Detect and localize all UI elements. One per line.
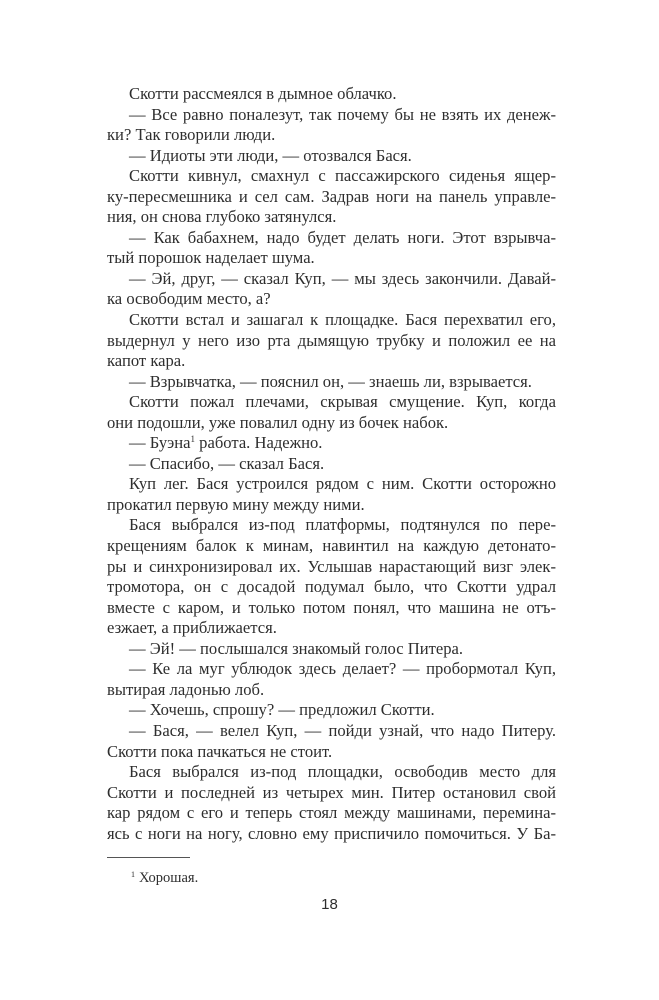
text-line: выдернул у него изо рта дымящую трубку и положил ее на xyxy=(107,330,556,350)
text-line: — Спасибо, — сказал Бася. xyxy=(129,453,325,473)
text-line: — Бася, — велел Куп, — пойди узнай, что надо Питеру. xyxy=(129,720,556,740)
text-line: капот кара. xyxy=(107,351,186,371)
text-line: езжает, а приближается. xyxy=(107,618,277,638)
text-line: — Эй, друг, — сказал Куп, — мы здесь закончили. Давай- xyxy=(129,268,556,288)
text-line: ры и синхронизировал их. Услышав нарастающий визг элек- xyxy=(107,556,556,576)
text-line: Скотти и последней из четырех мин. Питер остановил свой xyxy=(107,782,556,802)
text-line: ка освободим место, а? xyxy=(107,289,271,309)
text-line: Куп лег. Бася устроился рядом с ним. Скотти осторожно xyxy=(129,474,556,494)
footnote-divider xyxy=(107,857,190,858)
text-line: — Эй! — послышался знакомый голос Питера. xyxy=(129,638,464,658)
text-line: тромотора, он с досадой подумал было, что Скотти удрал xyxy=(107,577,556,597)
body-text xyxy=(107,84,556,844)
text-line: — Хочешь, спрошу? — предложил Скотти. xyxy=(129,700,435,720)
text-line: — Ке ла муг ублюдок здесь делает? — пробормотал Куп, xyxy=(129,659,556,679)
text-line: Скотти рассмеялся в дымное облачко. xyxy=(129,84,397,103)
text-line: ния, он снова глубоко затянулся. xyxy=(107,207,337,227)
footnote-ref[interactable]: 1 xyxy=(190,434,196,445)
text-line: Скотти кивнул, смахнул с пассажирского сиденья ящер- xyxy=(129,166,556,186)
text-line: — Взрывчатка, — пояснил он, — знаешь ли, взрывается. xyxy=(129,371,532,391)
text-line: Скотти пожал плечами, скрывая смущение. Куп, когда xyxy=(129,392,556,412)
text-segment: — Буэна xyxy=(129,433,191,453)
text-line: — Все равно поналезут, так почему бы не взять их денеж- xyxy=(129,104,556,124)
text-line: вытирая ладонью лоб. xyxy=(107,679,265,699)
footnote-text: Хорошая. xyxy=(139,870,199,886)
text-line: прокатил первую мину между ними. xyxy=(107,494,365,514)
text-line: ку-пересмешника и сел сам. Задрав ноги на панель управле- xyxy=(107,186,556,206)
text-line: — Идиоты эти люди, — отозвался Бася. xyxy=(129,145,412,165)
text-segment: работа. Надежно. xyxy=(195,433,323,453)
text-line: Скотти пока пачкаться не стоит. xyxy=(107,741,333,761)
text-line: Бася выбрался из-под площадки, освободив место для xyxy=(129,762,556,782)
text-line: кар рядом с его и теперь стоял между машинами, перемина- xyxy=(107,803,556,823)
text-line: Бася выбрался из-под платформы, подтянулся по пере- xyxy=(129,515,556,535)
text-line: они подошли, уже повалил одну из бочек набок. xyxy=(107,412,449,432)
page-number: 18 xyxy=(321,896,338,913)
text-line: ясь с ноги на ногу, словно ему приспичило помочиться. У Ба- xyxy=(107,823,556,843)
text-line: Скотти встал и зашагал к площадке. Бася перехватил его, xyxy=(129,310,556,330)
text-line: — Как бабахнем, надо будет делать ноги. Этот взрывча- xyxy=(129,227,556,247)
text-line: вместе с каром, и только потом понял, что машина не отъ- xyxy=(107,597,556,617)
text-line: крещениям балок к минам, навинтил на каждую детонато- xyxy=(107,536,556,556)
text-line: ки? Так говорили люди. xyxy=(107,125,276,145)
text-line: тый порошок наделает шума. xyxy=(107,248,315,268)
text-line xyxy=(107,433,556,454)
footnote-mark: 1 xyxy=(131,870,135,879)
footnote xyxy=(131,870,198,887)
